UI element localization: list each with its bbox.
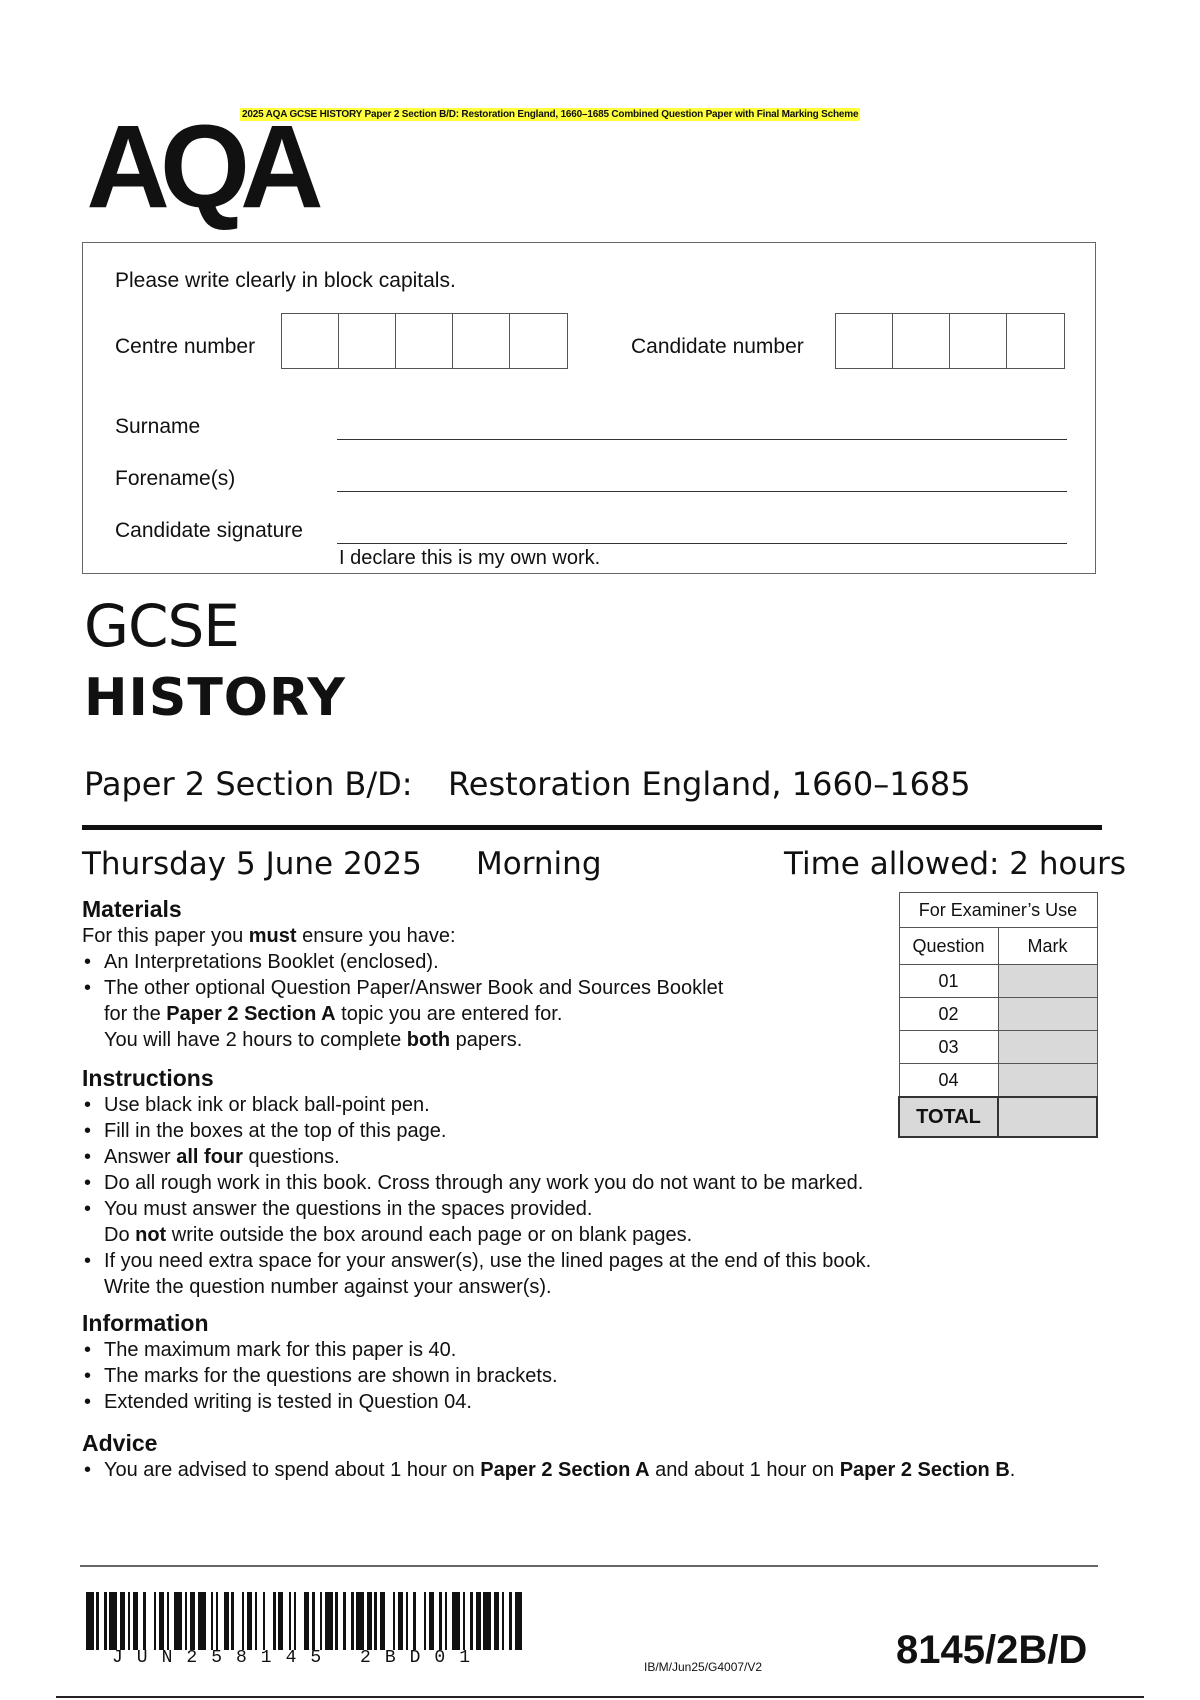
materials-heading: Materials: [82, 896, 182, 922]
document-title-highlight: 2025 AQA GCSE HISTORY Paper 2 Section B/D: Restoration England, 1660–1685 Combined Question Paper with Final Marking Scheme: [242, 109, 859, 120]
paper-topic: Restoration England, 1660–1685: [448, 765, 971, 803]
barcode-bar: [296, 1592, 304, 1650]
barcode-bar: [198, 1592, 206, 1650]
barcode: [86, 1592, 526, 1650]
candidate-details-box: [82, 242, 1096, 574]
candidate-digit-box[interactable]: [1007, 314, 1064, 368]
instruction-item: • If you need extra space for your answer(s), use the lined pages at the end of this book. Write the question number against your answer(s).: [82, 1248, 982, 1300]
centre-digit-box[interactable]: [339, 314, 396, 368]
information-item: • The marks for the questions are shown in brackets.: [82, 1363, 982, 1389]
surname-label: Surname: [115, 415, 201, 438]
information-section: [82, 1310, 982, 1415]
centre-digit-box[interactable]: [396, 314, 453, 368]
advice-section: [82, 1430, 1102, 1483]
advice-item: • You are advised to spend about 1 hour on Paper 2 Section A and about 1 hour on Paper 2 Section B.: [82, 1457, 1102, 1483]
barcode-bar: [265, 1592, 273, 1650]
question-number: 01: [899, 965, 998, 998]
centre-digit-box[interactable]: [510, 314, 567, 368]
candidate-number-boxes[interactable]: [835, 313, 1065, 369]
barcode-bar: [522, 1592, 525, 1650]
barcode-bar: [416, 1592, 424, 1650]
materials-section: [82, 896, 862, 1053]
barcode-bar: [452, 1592, 460, 1650]
table-row: [899, 998, 1097, 1031]
total-mark-cell: [998, 1097, 1097, 1137]
barcode-bar: [515, 1592, 523, 1650]
total-row: [899, 1097, 1097, 1137]
exam-session: Morning: [476, 846, 602, 882]
candidate-digit-box[interactable]: [836, 314, 893, 368]
barcode-bar: [174, 1592, 182, 1650]
instructions-section: [82, 1065, 982, 1300]
forename-field[interactable]: [337, 491, 1067, 492]
paper-code: 8145/2B/D: [896, 1628, 1088, 1672]
candidate-digit-box[interactable]: [950, 314, 1007, 368]
information-item: • The maximum mark for this paper is 40.: [82, 1337, 982, 1363]
mark-cell: [998, 1031, 1097, 1064]
signature-label: Candidate signature: [115, 519, 303, 542]
barcode-bar: [234, 1592, 242, 1650]
candidate-number-label: Candidate number: [631, 335, 804, 358]
materials-item: • The other optional Question Paper/Answer Book and Sources Booklet for the Paper 2 Section A topic you are entered for. You will have 2 hours to complete both papers.: [82, 975, 862, 1053]
centre-digit-box[interactable]: [282, 314, 339, 368]
barcode-bar: [86, 1592, 94, 1650]
examiner-use-title: For Examiner’s Use: [899, 893, 1097, 928]
barcode-bar: [146, 1592, 154, 1650]
title-divider: [82, 825, 1102, 830]
mark-column-header: Mark: [998, 928, 1097, 965]
candidate-digit-box[interactable]: [893, 314, 950, 368]
information-item: • Extended writing is tested in Question 04.: [82, 1389, 982, 1415]
advice-heading: Advice: [82, 1430, 158, 1456]
total-label: TOTAL: [899, 1097, 998, 1137]
table-row: [899, 1064, 1097, 1098]
subject-title: HISTORY: [84, 668, 346, 728]
time-allowed: Time allowed: 2 hours: [784, 846, 1127, 882]
forename-label: Forename(s): [115, 467, 236, 490]
centre-digit-box[interactable]: [453, 314, 510, 368]
question-column-header: Question: [899, 928, 998, 965]
instruction-item: • Answer all four questions.: [82, 1144, 982, 1170]
question-number: 04: [899, 1064, 998, 1098]
paper-reference: IB/M/Jun25/G4007/V2: [644, 1660, 763, 1674]
instruction-item: • Fill in the boxes at the top of this page.: [82, 1118, 982, 1144]
surname-field[interactable]: [337, 439, 1067, 440]
barcode-bar: [325, 1592, 333, 1650]
centre-number-label: Centre number: [115, 335, 256, 358]
barcode-bar: [356, 1592, 364, 1650]
instruction-item: • Do all rough work in this book. Cross through any work you do not want to be marked.: [82, 1170, 982, 1196]
instructions-heading: Instructions: [82, 1065, 214, 1091]
barcode-bar: [483, 1592, 491, 1650]
table-row: [899, 1031, 1097, 1064]
block-capitals-instruction: Please write clearly in block capitals.: [115, 269, 456, 292]
barcode-bar: [385, 1592, 393, 1650]
information-heading: Information: [82, 1310, 209, 1336]
materials-intro: For this paper you must ensure you have:: [82, 925, 456, 947]
declaration-text: I declare this is my own work.: [339, 547, 601, 569]
page-bottom-rule: [56, 1696, 1144, 1698]
footer-divider: [80, 1565, 1098, 1567]
exam-date: Thursday 5 June 2025: [82, 846, 422, 882]
barcode-text: JUN258145 2BD01: [112, 1648, 485, 1668]
signature-field[interactable]: [337, 543, 1067, 544]
aqa-logo: AQA: [86, 101, 314, 233]
qualification-level: GCSE: [84, 592, 239, 660]
mark-cell: [998, 998, 1097, 1031]
question-number: 03: [899, 1031, 998, 1064]
centre-number-boxes[interactable]: [281, 313, 568, 369]
instruction-item: • You must answer the questions in the spaces provided. Do not write outside the box around each page or on blank pages.: [82, 1196, 982, 1248]
mark-cell: [998, 1064, 1097, 1098]
examiner-use-table: [898, 892, 1098, 1138]
barcode-bar: [109, 1592, 117, 1650]
materials-item: • An Interpretations Booklet (enclosed).: [82, 949, 862, 975]
mark-cell: [998, 965, 1097, 998]
paper-section: Paper 2 Section B/D:: [84, 765, 413, 803]
table-row: [899, 965, 1097, 998]
question-number: 02: [899, 998, 998, 1031]
instruction-item: • Use black ink or black ball-point pen.: [82, 1092, 982, 1118]
